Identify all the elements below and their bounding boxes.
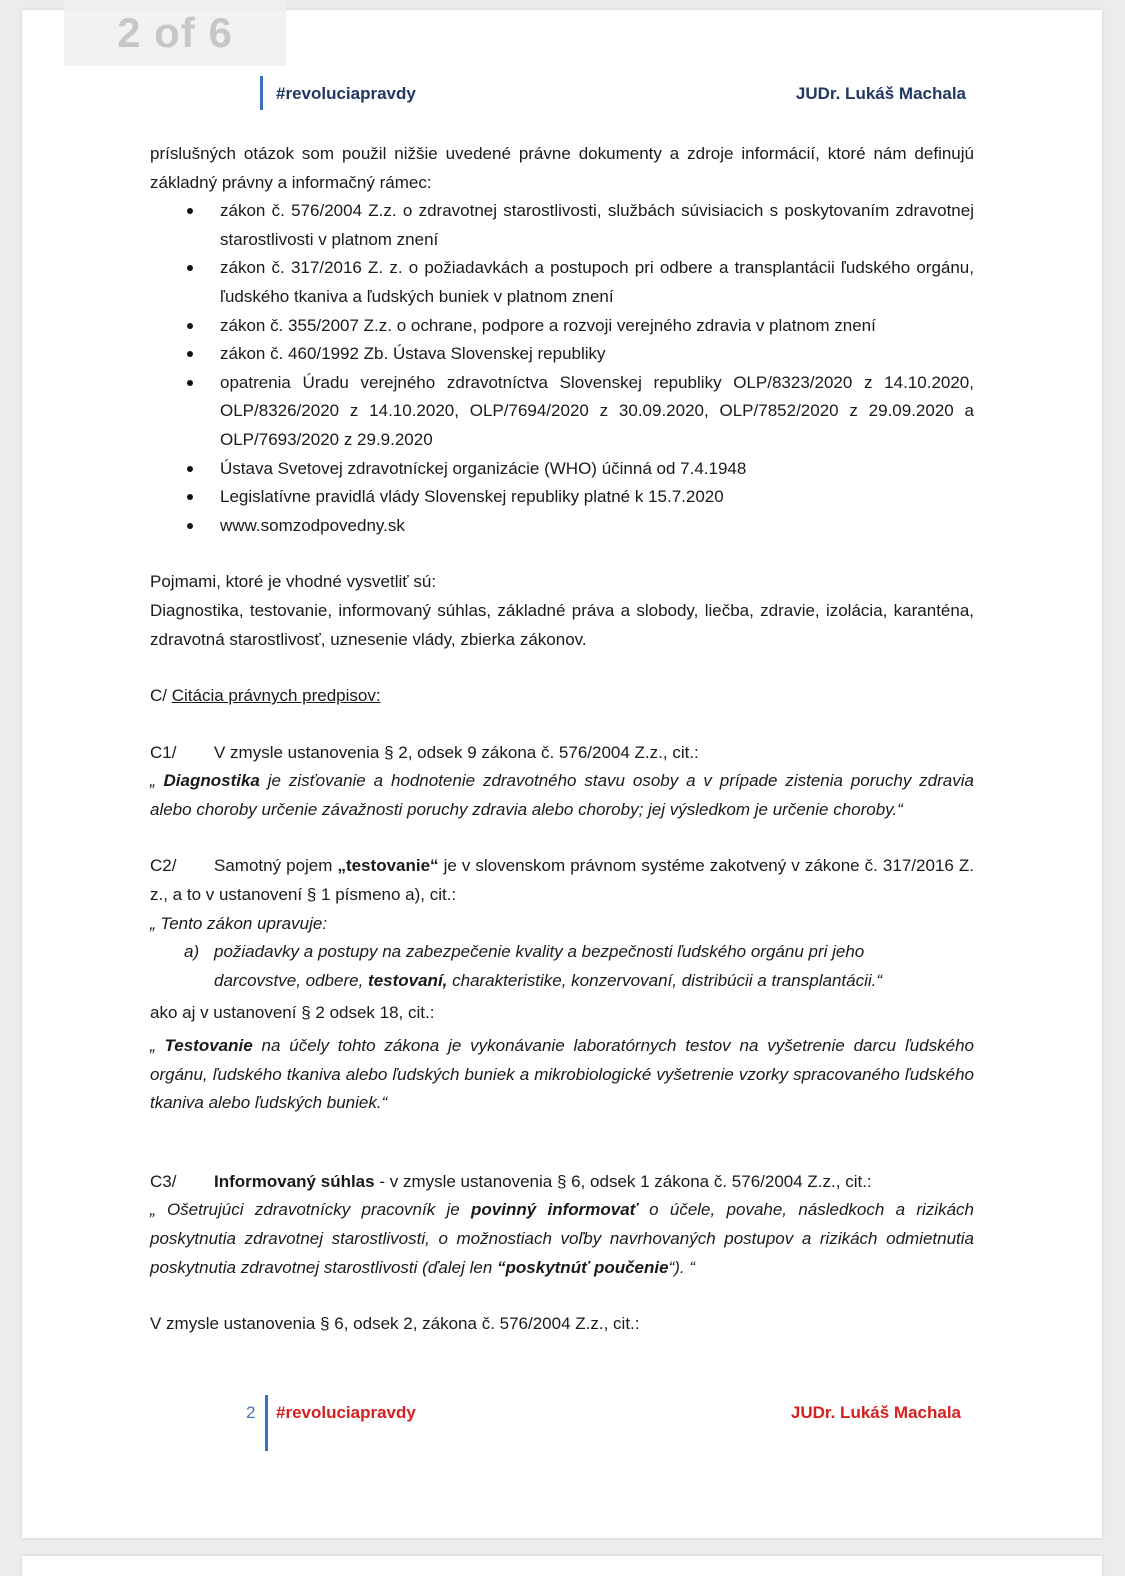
- c2-item-line2-b: charakteristike, konzervovaní, distribúcii a transplantácii.“: [447, 970, 883, 990]
- c3-term: Informovaný súhlas: [214, 1171, 375, 1191]
- header-rule: [260, 76, 263, 110]
- page-counter: 2 of 6: [64, 0, 286, 66]
- page-footer: [246, 1395, 966, 1451]
- list-item: Legislatívne pravidlá vlády Slovenskej republiky platné k 15.7.2020: [150, 483, 974, 512]
- c1-quote-text: je zisťovanie a hodnotenie zdravotného stavu osoby a v prípade zistenia poruchy zdravia alebo choroby určenie závažnosti poruchy zdravia alebo choroby; jej výsledkom je určenie choroby.“: [150, 771, 974, 819]
- c3-quote-e: “). “: [668, 1257, 696, 1277]
- c3-quote-a: „ Ošetrujúci zdravotnícky pracovník je: [150, 1200, 472, 1220]
- header-hashtag: #revoluciapravdy: [276, 84, 416, 103]
- c2-quote2: [150, 1032, 974, 1118]
- next-page-edge: [22, 1556, 1102, 1576]
- terms-lead: Pojmami, ktoré je vhodné vysvetliť sú:: [150, 572, 437, 592]
- footer-hashtag: #revoluciapravdy: [276, 1403, 416, 1422]
- c3-quote-c: o účele, povahe, následkoch a rizikách poskytnutia zdravotnej starostlivosti, o možnostiach voľby navrhovaných postupov a rizikách odmietnutia poskytnutia zdravotnej starostlivosti (ďalej len: [150, 1200, 974, 1277]
- c2-item-line1: požiadavky a postupy na zabezpečenie kvality a bezpečnosti ľudského orgánu pri jeho: [214, 942, 865, 962]
- c3-quote: [150, 1196, 974, 1282]
- intro-paragraph: príslušných otázok som použil nižšie uvedené právne dokumenty a zdroje informácií, ktoré nám definujú základný právny a informačný rámec:: [150, 144, 974, 192]
- c2-also: ako aj v ustanovení § 2 odsek 18, cit.:: [150, 1003, 435, 1023]
- section-c-prefix: C/: [150, 686, 172, 706]
- c2-lead-a: Samotný pojem: [214, 856, 338, 876]
- c1-lead: [150, 739, 974, 768]
- section-c-title: Citácia právnych predpisov:: [171, 686, 381, 706]
- list-item: Ústava Svetovej zdravotníckej organizácie (WHO) účinná od 7.4.1948: [150, 455, 974, 484]
- c1-lead-text: V zmysle ustanovenia § 2, odsek 9 zákona č. 576/2004 Z.z., cit.:: [214, 742, 699, 762]
- closing-line: V zmysle ustanovenia § 6, odsek 2, zákona č. 576/2004 Z.z., cit.:: [150, 1314, 640, 1334]
- c3-lead-text: - v zmysle ustanovenia § 6, odsek 1 zákona č. 576/2004 Z.z., cit.:: [374, 1171, 872, 1191]
- c2-lead-b: je v slovenskom právnom systéme zakotvený v zákone č. 317/2016 Z. z., a to v ustanovení § 1 písmeno a), cit.:: [150, 856, 974, 905]
- list-item: zákon č. 576/2004 Z.z. o zdravotnej starostlivosti, službách súvisiacich s poskytovaním zdravotnej starostlivosti v platnom znení: [150, 197, 974, 254]
- c2-lead: [150, 852, 974, 909]
- c2-item-marker: a): [184, 942, 200, 962]
- c3-quote-b: povinný informovať: [471, 1200, 638, 1220]
- list-item: zákon č. 460/1992 Zb. Ústava Slovenskej republiky: [150, 340, 974, 369]
- c3-code: C3/: [150, 1171, 177, 1191]
- page-header: [260, 76, 966, 106]
- list-item: zákon č. 355/2007 Z.z. o ochrane, podpore a rozvoji verejného zdravia v platnom znení: [150, 312, 974, 341]
- c2-item-term: testovaní,: [368, 970, 448, 990]
- c2-quote2-open: „: [150, 1036, 165, 1056]
- c1-code: C1/: [150, 742, 177, 762]
- c2-subitem: [150, 938, 974, 995]
- list-item: zákon č. 317/2016 Z. z. o požiadavkách a postupoch pri odbere a transplantácii ľudského orgánu, ľudského tkaniva a ľudských buniek v platnom znení: [150, 254, 974, 311]
- documents-list: [150, 197, 974, 540]
- c2-quote2-text: na účely tohto zákona je vykonávanie laboratórnych testov na vyšetrenie darcu ľudského orgánu, ľudského tkaniva alebo ľudských buniek a mikrobiologické vyšetrenie vzorky spracovaného ľudského tkaniva alebo ľudských buniek.“: [150, 1036, 974, 1113]
- c2-code: C2/: [150, 856, 177, 876]
- c2-item-line2-a: darcovstve, odbere,: [214, 970, 369, 990]
- c3-quote-d: “poskytnúť poučenie: [497, 1257, 669, 1277]
- list-item: opatrenia Úradu verejného zdravotníctva Slovenskej republiky OLP/8323/2020 z 14.10.2020, OLP/8326/2020 z 14.10.2020, OLP/7694/2020 z 30.09.2020, OLP/7852/2020 z 29.09.2020 a OLP/7693/2020 z 29.9.2020: [150, 369, 974, 455]
- c2-term: „testovanie“: [337, 856, 439, 876]
- c3-lead: [150, 1168, 974, 1197]
- list-item: www.somzodpovedny.sk: [150, 512, 974, 541]
- c1-quote-open: „: [150, 771, 164, 791]
- header-author: JUDr. Lukáš Machala: [795, 84, 966, 103]
- c2-quote-intro: „ Tento zákon upravuje:: [150, 913, 328, 933]
- section-c-heading: [150, 682, 974, 711]
- c1-quote: [150, 767, 974, 824]
- footer-page-number: 2: [246, 1403, 256, 1422]
- terms-list: Diagnostika, testovanie, informovaný súhlas, základné práva a slobody, liečba, zdravie, izolácia, karanténa, zdravotná starostlivosť, uznesenie vlády, zbierka zákonov.: [150, 600, 974, 649]
- footer-author: JUDr. Lukáš Machala: [790, 1403, 961, 1422]
- c1-term: Diagnostika: [163, 771, 260, 791]
- footer-rule: [265, 1395, 268, 1451]
- c2-quote2-term: Testovanie: [164, 1036, 253, 1056]
- document-body: [150, 140, 974, 1339]
